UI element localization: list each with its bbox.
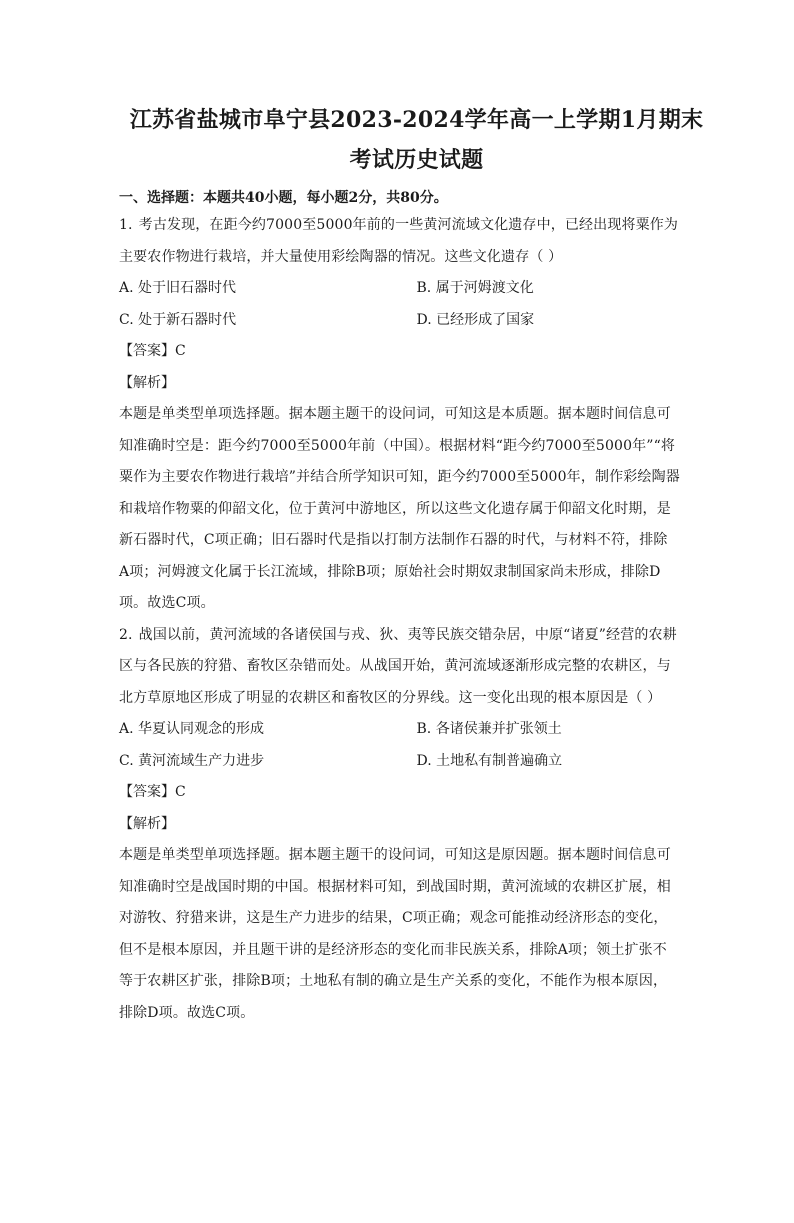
analysis-line: 对游牧、狩猎来讲，这是生产力进步的结果，C项正确；观念可能推动经济形态的变化， bbox=[119, 910, 668, 926]
answer-label: 【答案】C bbox=[119, 343, 186, 359]
options-row bbox=[119, 305, 714, 337]
stem-line: 区与各民族的狩猎、畜牧区杂错而处。从战国开始，黄河流域逐渐形成完整的农耕区，与 bbox=[119, 658, 671, 674]
analysis-line: A项；河姆渡文化属于长江流域，排除B项；原始社会时期奴隶制国家尚未形成，排除D bbox=[119, 563, 661, 580]
option-c: C. 黄河流域生产力进步 bbox=[119, 752, 265, 769]
analysis-label: 【解析】 bbox=[119, 374, 175, 391]
analysis-line: 新石器时代，C项正确；旧石器时代是指以打制方法制作石器的时代，与材料不符，排除 bbox=[119, 532, 668, 548]
analysis-line: 排除D项。故选C项。 bbox=[119, 1004, 255, 1021]
question-number: 1. bbox=[119, 217, 133, 233]
document-title-line-1: 江苏省盐城市阜宁县2023-2024学年高一上学期1月期末 bbox=[129, 107, 704, 133]
options-row bbox=[119, 273, 714, 305]
question-1 bbox=[119, 210, 714, 620]
stem-line: 主要农作物进行栽培，并大量使用彩绘陶器的情况。这些文化遗存（ ） bbox=[119, 248, 563, 265]
options-row bbox=[119, 714, 714, 746]
stem-line: 考古发现，在距今约7000至5000年前的一些黄河流域文化遗存中，已经出现将粟作为 bbox=[138, 217, 679, 233]
question-stem bbox=[119, 210, 714, 242]
option-b: B. 各诸侯兼并扩张领土 bbox=[416, 721, 562, 737]
analysis-line: 但不是根本原因，并且题干讲的是经济形态的变化而非民族关系，排除A项；领土扩张不 bbox=[119, 941, 667, 958]
option-b: B. 属于河姆渡文化 bbox=[416, 280, 534, 296]
option-d: D. 土地私有制普遍确立 bbox=[416, 752, 563, 769]
options-row bbox=[119, 746, 714, 778]
stem-line: 北方草原地区形成了明显的农耕区和畜牧区的分界线。这一变化出现的根本原因是（ ） bbox=[119, 689, 662, 706]
option-c: C. 处于新石器时代 bbox=[119, 311, 237, 328]
analysis-line: 知准确时空是：距今约7000至5000年前（中国）。根据材料“距今约7000至5000年”“将 bbox=[119, 437, 676, 454]
option-d: D. 已经形成了国家 bbox=[416, 311, 535, 328]
document-title-line-2: 考试历史试题 bbox=[349, 147, 484, 173]
question-stem bbox=[119, 620, 714, 652]
analysis-line: 粟作为主要农作物进行栽培”并结合所学知识可知，距今约7000至5000年，制作彩绘陶器 bbox=[119, 469, 680, 485]
analysis-line: 和栽培作物粟的仰韶文化，位于黄河中游地区，所以这些文化遗存属于仰韶文化时期，是 bbox=[119, 500, 671, 517]
analysis-line: 项。故选C项。 bbox=[119, 595, 215, 611]
section-header: 一、选择题：本题共40小题，每小题2分，共80分。 bbox=[119, 190, 448, 206]
analysis-label: 【解析】 bbox=[119, 815, 175, 832]
question-number: 2. bbox=[119, 626, 133, 643]
stem-line: 战国以前，黄河流域的各诸侯国与戎、狄、夷等民族交错杂居，中原“诸夏”经营的农耕 bbox=[138, 626, 677, 643]
question-2 bbox=[119, 620, 714, 1030]
analysis-line: 知准确时空是战国时期的中国。根据材料可知，到战国时期，黄河流域的农耕区扩展，相 bbox=[119, 878, 671, 895]
document-page bbox=[0, 100, 794, 1223]
option-a: A. 处于旧石器时代 bbox=[119, 280, 237, 296]
answer-label: 【答案】C bbox=[119, 784, 186, 800]
analysis-line: 等于农耕区扩张，排除B项；土地私有制的确立是生产关系的变化，不能作为根本原因， bbox=[119, 973, 668, 989]
option-a: A. 华夏认同观念的形成 bbox=[119, 721, 265, 737]
analysis-line: 本题是单类型单项选择题。据本题主题干的设问词，可知这是本质题。据本题时间信息可 bbox=[119, 406, 671, 422]
analysis-line: 本题是单类型单项选择题。据本题主题干的设问词，可知这是原因题。据本题时间信息可 bbox=[119, 847, 671, 863]
